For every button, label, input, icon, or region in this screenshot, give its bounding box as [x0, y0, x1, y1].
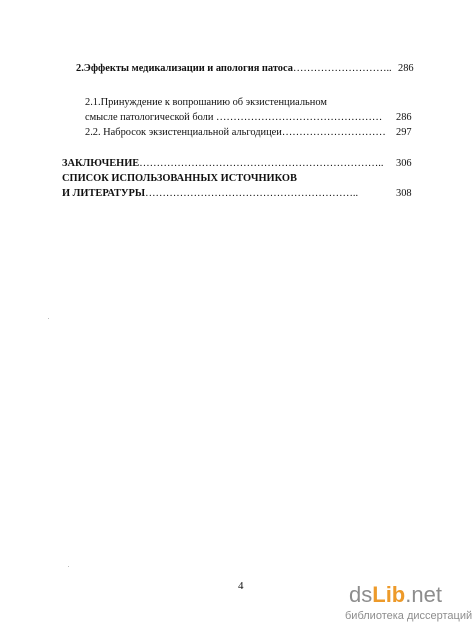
toc-references-dots: ……………………………………………………..	[145, 188, 359, 199]
toc-entry-2-1-line2[interactable]	[85, 111, 382, 124]
scan-speck	[48, 318, 49, 319]
toc-entry-2-1-line1[interactable]: 2.1.Принуждение к вопрошанию об экзистенциальном	[85, 97, 327, 108]
dslib-subtitle: библиотека диссертаций	[345, 610, 472, 622]
scan-speck	[68, 566, 69, 567]
toc-conclusion-title: ЗАКЛЮЧЕНИЕ	[62, 158, 140, 169]
toc-2-2-page: 297	[396, 127, 412, 138]
dslib-watermark[interactable]	[343, 582, 472, 627]
toc-entry-conclusion[interactable]	[62, 157, 383, 170]
toc-conclusion-dots: ……………………………………………………………..	[139, 158, 384, 169]
toc-section-2-title: 2.Эффекты медикализации и апология патоса	[76, 63, 293, 74]
dslib-logo: dsLib.net	[349, 582, 442, 607]
toc-conclusion-page: 306	[396, 158, 412, 169]
toc-references-page: 308	[396, 188, 412, 199]
toc-entry-references-line1[interactable]: СПИСОК ИСПОЛЬЗОВАННЫХ ИСТОЧНИКОВ	[62, 173, 297, 184]
toc-entry-section-2[interactable]	[76, 62, 392, 75]
toc-2-1-title-line2: смысле патологической боли	[85, 112, 214, 123]
toc-entry-references-line2[interactable]	[62, 187, 358, 200]
toc-entry-2-2[interactable]	[85, 126, 386, 139]
toc-2-1-dots: …………………………………………	[216, 112, 383, 123]
toc-references-title-line2: И ЛИТЕРАТУРЫ	[62, 188, 146, 199]
toc-section-2-dots: ………………………..	[292, 63, 392, 74]
toc-section-2-page: 286	[398, 63, 414, 74]
toc-2-2-title: 2.2. Набросок экзистенциальной альгодицеи	[85, 127, 282, 138]
toc-2-1-page: 286	[396, 112, 412, 123]
page-number: 4	[238, 580, 244, 592]
toc-2-2-dots: …………………………	[281, 127, 386, 138]
